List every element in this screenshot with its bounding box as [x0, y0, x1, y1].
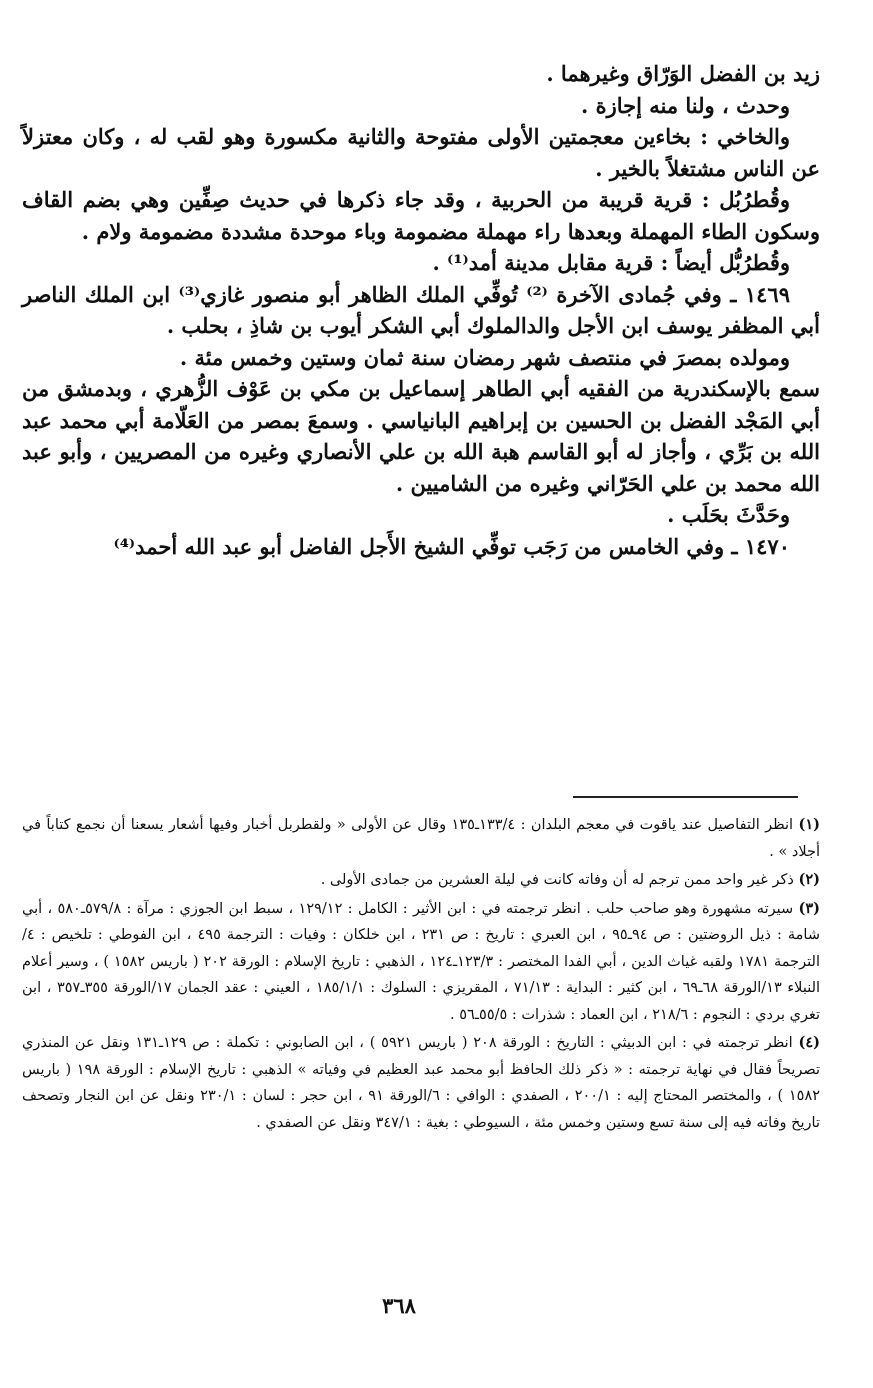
footnote-text: ذكر غير واحد ممن ترجم له أن وفاته كانت في ليلة العشرين من جمادى الأولى .: [320, 872, 794, 888]
footnote-number: (١): [798, 816, 821, 833]
footnote-number: (٤): [798, 1034, 821, 1051]
footnote-text: سيرته مشهورة وهو صاحب حلب . انظر ترجمته في : ابن الأثير : الكامل : ١٢٩/١٢ ، سبط ابن الجوزي : مرآة : ٥٧٩/٨ـ٥٨٠ ، أبي شامة : ذيل الروضتين : ص ٩٤ـ٩٥ ، ابن العبري : تاريخ : ص ٢٣١ ، ابن خلكان : وفيات : الترجمة ٤٩٥ ، ابن الفوطي : تلخيص : ٤/الترجمة ١٧٨١ ولقبه غياث الدين ، أبي الفدا المختصر : ١٢٣/٣ـ١٢٤ ، الذهبي : تاريخ الإسلام : الورقة ٢٠٢ ( باريس ١٥٨٢ ) ، وسير أعلام النبلاء ١٣/الورقة ٦٨ـ٦٩ ، ابن كثير : البداية : ٧١/١٣ ، المقريزي : السلوك : ١٨٥/١/١ ، العيني : عقد الجمان ١٧/الورقة ٣٥٥ـ٣٥٧ ، ابن تغري بردي : النجوم : ٢١٨/٦ ، ابن العماد : شذرات : ٥٥/٥ـ٥٦ .: [22, 900, 821, 1023]
paragraph: سمع بالإسكندرية من الفقيه أبي الطاهر إسماعيل بن مكي بن عَوْف الزُّهري ، وبدمشق من أبي المَجْد الفضل بن الحسين بن إبراهيم البانياسي . وسمعَ بمصر من العَلّامة أبي محمد عبد الله بن بَرِّي ، وأجاز له أبو القاسم هبة الله بن علي الأنصاري وغيره من المصريين ، وأبو عبد الله محمد بن علي الحَرّاني وغيره من الشاميين .: [22, 376, 820, 496]
paragraph: ومولده بمصرَ في منتصف شهر رمضان سنة ثمان وستين وخمس مئة .: [179, 344, 790, 370]
footnote-2: [22, 867, 820, 894]
paragraph: وحَدَّثَ بحَلَب .: [667, 502, 790, 527]
footnote-text: انظر التفاصيل عند ياقوت في معجم البلدان : ١٣٣/٤ـ١٣٥ وقال عن الأولى « ولقطربل أخبار وفيها أشعار يسعنا أن نجمع كتاباً في أجلاد » .: [22, 817, 820, 860]
footnote-text: انظر ترجمته في : ابن الدبيثي : التاريخ : الورقة ٢٠٨ ( باريس ٥٩٢١ ) ، ابن الصابوني : تكملة : ص ١٢٩ـ١٣١ ونقل عن المنذري تصريحاً فقال في نهاية ترجمته : « ذكر ذلك الحافظ أبو محمد عبد العظيم في وفياته » الذهبي : تاريخ الإسلام : الورقة ١٩٨ ( باريس ١٥٨٢ ) ، والمختصر المحتاج إليه : ٢٠٠/١ ، الصفدي : الوافي : ٦/الورقة ٩١ ، ابن حجر : لسان : ٢٣٠/١ ونقل عن ابن النجار وتصحف تاريخ وفاته فيه إلى سنة تسع وستين وخمس مئة ، السيوطي : بغية : ٣٤٧/١ ونقل عن الصفدي .: [22, 1035, 821, 1131]
page-number: ٣٦٨: [382, 1293, 416, 1318]
footnote-3: [22, 896, 820, 1029]
footnote-separator: [573, 796, 798, 798]
main-text: [22, 58, 820, 562]
paragraph: وحدث ، ولنا منه إجازة .: [580, 92, 790, 118]
entry-1469: ١٤٦٩ ـ وفي جُمادى الآخرة ⁽²⁾ تُوفِّي الملك الظاهر أبو منصور غازي⁽³⁾ ابن الملك الناصر أبي المظفر يوسف ابن الأجل والدالملوك أبي الشكر أيوب بن شاذِ ، بحلب .: [22, 281, 820, 338]
footnotes: [22, 812, 820, 1138]
entry-1470: ١٤٧٠ ـ وفي الخامس من رَجَب توفِّي الشيخ الأَجل الفاضل أبو عبد الله أحمد⁽⁴⁾: [113, 533, 790, 559]
paragraph: والخاخي : بخاءين معجمتين الأولى مفتوحة والثانية مكسورة وهو لقب له ، وكان معتزلاً عن الناس مشتغلاً بالخير .: [22, 124, 820, 181]
footnote-1: [22, 812, 820, 865]
footnote-4: [22, 1030, 820, 1136]
paragraph: زيد بن الفضل الوَرّاق وغيرهما .: [546, 61, 820, 86]
paragraph: وقُطرُبُل : قرية قريبة من الحربية ، وقد جاء ذكرها في حديث صِفِّين وهي بضم القاف وسكون الطاء المهملة وبعدها راء مهملة مضمومة وباء موحدة مشددة مضمومة ولام .: [22, 187, 820, 244]
footnote-number: (٢): [798, 871, 820, 888]
footnote-number: (٣): [798, 899, 820, 917]
paragraph: وقُطرُبُّل أيضاً : قرية مقابل مدينة أمد⁽¹⁾ .: [432, 250, 790, 275]
